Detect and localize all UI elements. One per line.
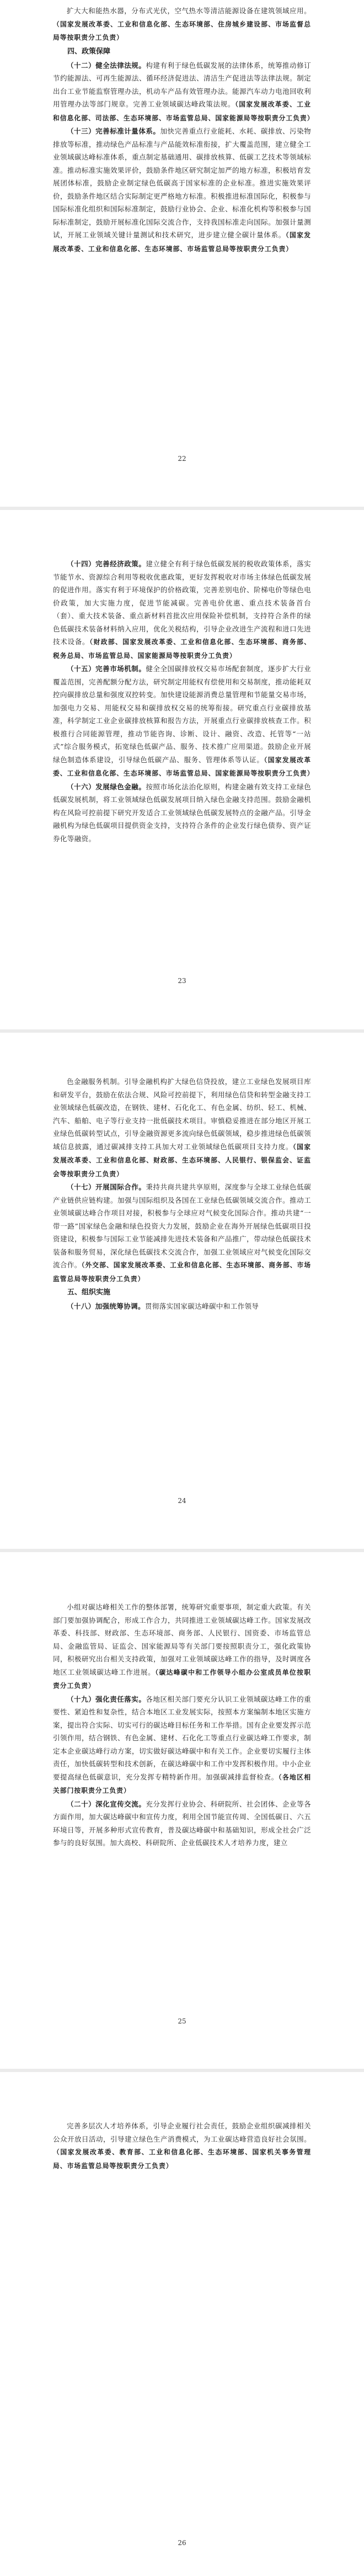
page-separator <box>0 507 364 510</box>
paragraph: （十五）完善市场机制。健全全国碳排放权交易市场配套制度，逐步扩大行业覆盖范围，完善配额分配方法，研究制定用能权有偿使用和交易制度，推动能耗双控向碳排放总量和强度双控转变。加快建设能源消费总量管理和节能量交易市场，加强电力交易、用能权交易和碳排放权交易的统筹衔接。研究重点行业碳排放基准，科学制定工业企业碳排放核算和报告方法，开展重点行业碳排放核查工作。积极推行合同能源管理，推动节能咨询、诊断、设计、融资、改造、托管等“一站式”综合服务模式，拓宽绿色低碳产品、服务、技术推广应用渠道。鼓励企业开展绿色制造体系建设，引导绿色低碳产品、服务、管理体系等认证。（国家发展改革委、工业和信息化部、生态环境部、市场监管总局、国家能源局等按职责分工负责） <box>53 665 314 777</box>
responsibility-note: （国家发展改革委、工业和信息化部、生态环境部、市场监管总局等按职责分工负责） <box>53 231 311 253</box>
responsibility-note: （国家发展改革委、教育部、工业和信息化部、生态环境部、国家机关事务管理局、市场监管总局等按职责分工负责） <box>53 2148 311 2170</box>
item-lead: （二十）深化宣传交流。 <box>67 1799 146 1808</box>
page-number: 25 <box>178 2017 186 2025</box>
item-lead: （十五）完善市场机制。 <box>67 665 146 673</box>
responsibility-note: （国家发展改革委、工业和信息化部、司法部、生态环境部、市场监管总局、国家能源局等按职责分工负责） <box>53 100 314 122</box>
responsibility-note: （财政部、国家发展改革委、工业和信息化部、生态环境部、商务部、税务总局、市场监管总局、国家能源局等按职责分工负责） <box>53 638 311 660</box>
page-number: 22 <box>178 455 186 463</box>
paragraph: 完善多层次人才培养体系，引导企业履行社会责任，鼓励企业组织碳减排相关公众开放日活动，引导建立绿色生产消费模式，为工业碳达峰营造良好社会氛围。（国家发展改革委、教育部、工业和信息化部、生态环境部、国家机关事务管理局、市场监管总局等按职责分工负责） <box>53 2122 311 2170</box>
page-25-content <box>53 1601 311 1850</box>
page-number: 26 <box>178 2539 186 2547</box>
item-lead: （十八）加强统筹协调。 <box>67 1302 145 1310</box>
paragraph: （十六）发展绿色金融。按照市场化法治化原则，构建金融有效支持工业绿色低碳发展机制，将工业领域绿色低碳发展项目纳入绿色金融支持范围。鼓励金融机构在风险可控前提下研究开发适合工业领域绿色低碳发展特点的金融产品。引导金融机构为绿色低碳项目提供资金支持，支持符合条件的企业发行绿色债券、资产证券化等融资。 <box>53 782 312 843</box>
item-lead: （十七）开展国际合作。 <box>67 1183 146 1191</box>
responsibility-note: （国家发展改革委、工业和信息化部、财政部、生态环境部、人民银行、银保监会、证监会等按职责分工负责） <box>53 1143 312 1178</box>
item-lead: （十四）完善经济政策。 <box>67 560 146 568</box>
item-lead: （十三）完善标准计量体系。 <box>67 127 160 135</box>
page-22-content <box>53 4 314 256</box>
paragraph: （二十）深化宣传交流。充分发挥行业协会、科研院所、社会团体、企业等各方面作用，加大碳达峰碳中和宣传力度，利用全国节能宣传周、全国低碳日、六五环境日等，开展多种形式宣传教育，普及碳达峰碳中和基础知识，形成全社会广泛参与的良好氛围。加大高校、科研院所、企业低碳技术人才培养力度，建立 <box>53 1799 312 1847</box>
page-24-content <box>53 1075 311 1313</box>
responsibility-note: （国家发展改革委、工业和信息化部、生态环境部、住房城乡建设部、市场监督总局等按职责分工负责） <box>53 20 311 41</box>
responsibility-note: （外交部、国家发展改革委、工业和信息化部、生态环境部、商务部、市场监管总局等按职责分工负责） <box>53 1261 312 1283</box>
item-lead: （十六）发展绿色金融。 <box>67 782 146 791</box>
paragraph: 小组对碳达峰相关工作的整体部署，统筹研究重要事项，制定重大政策。有关部门要加强协调配合，形成工作合力，共同推进工业领域碳达峰工作。国家发展改革委、科技部、财政部、生态环境部、商务部、人民银行、国资委、市场监管总局、金融监管局、证监会、国家能源局等有关部门要按照职责分工，强化政策协同，积极研究出台相关支持政策，加强对工业领域碳达峰工作的指导，及时调度各地区工业领域碳达峰工作进展。（碳达峰碳中和工作领导小组办公室成员单位按职责分工负责） <box>53 1603 311 1690</box>
page-number: 23 <box>178 977 186 985</box>
section-heading: 五、组织实施 <box>67 1288 111 1297</box>
page-separator <box>0 1029 364 1033</box>
section-heading: 四、政策保障 <box>67 47 111 56</box>
paragraph: （十二）健全法律法规。构建有利于绿色低碳发展的法律体系，统筹推动修订节约能源法、可再生能源法、循环经济促进法、清洁生产促进法等法律法规。制定出台工业节能监察管理办法，机动车产品有效管理办法。能源汽车动力电池回收利用管理办法等部门规章。完善工业领域碳达峰政策法规。（国家发展改革委、工业和信息化部、司法部、生态环境部、市场监管总局、国家能源局等按职责分工负责） <box>53 61 314 122</box>
responsibility-note: （各地区相关部门按职责分工负责） <box>53 1773 311 1794</box>
item-lead: （十二）健全法律法规。 <box>67 61 146 70</box>
paragraph: （十三）完善标准计量体系。加快完善重点行业能耗、水耗、碳排放、污染物排放等标准，推动绿色产品标准与产品能效标准衔接，扩大覆盖范围，建立健全工业领域碳达峰标准体系，重点制定基础通用、碳排放核算、低碳工艺技术等领域标准。推动标准实施效果评价，鼓励条件地区研究制定加严的地方标准，积极培育发展团体标准，鼓励企业制定绿色低碳高于国家标准的企业标准。推进实施效果评价，鼓励条件地区结合实际制定更严格地方标准。积极推进标准国际化，积极参与国际标准化组织和国际标准制定，鼓励行业协会、企业、标准化机构等积极参与国际标准制定，鼓励开展标准化国际交流合作，支持我国标准走向国际。加强计量测试，开展工业领域关键计量测试和技术研究，进步建立健全碳计量体系。（国家发展改革委、工业和信息化部、生态环境部、市场监管总局等按职责分工负责） <box>53 127 311 253</box>
page-23-content <box>53 557 314 845</box>
paragraph: （十四）完善经济政策。建立健全有利于绿色低碳发展的税收政策体系，落实节能节水、资源综合利用等税收优惠政策，更好发挥税收对市场主体绿色低碳发展的促进作用。落实有利于环境保护的价格政策，完善差别电价、阶梯电价等绿色电价政策，加大实施力度，促进节能减碳。完善电价优惠、重点技术装备首台（套）、重大技术装备、重点新材料首批次应用保险补偿机制，支持符合条件的绿色低碳技术装备材料纳入应用，优化关税结构，引导企业改进生产流程和进口先进技术设备。（财政部、国家发展改革委、工业和信息化部、生态环境部、商务部、税务总局、市场监管总局、国家能源局等按职责分工负责） <box>53 560 312 660</box>
paragraph: （十八）加强统筹协调。贯彻落实国家碳达峰碳中和工作领导 <box>67 1302 259 1310</box>
page-26-content <box>53 2120 311 2173</box>
item-lead: （十九）强化责任落实。 <box>67 1695 146 1703</box>
paragraph: （十九）强化责任落实。各地区相关部门要充分认识工业领域碳达峰工作的重要性、紧迫性和复杂性，结合本地区工业发展实际，按照本方案编制本地区实施方案，提出符合实际、切实可行的碳达峰目标任务和工作举措。国有企业要发挥示范引领作用，结合钢铁、有色金属、建材、石化化工等重点行业碳达峰工作要求，制定本企业碳达峰行动方案，切实做好碳达峰碳中和有关工作。企业要切实履行主体责任，加快低碳转型和技术创新，在碳达峰碳中和工作中发挥积极作用。中小企业要提高绿色低碳意识，充分发挥专精特新作用。加强碳减排监督检查。（各地区相关部门按职责分工负责） <box>53 1695 312 1794</box>
responsibility-note: （国家发展改革委、工业和信息化部、生态环境部、市场监管总局、国家能源局等按职责分工负责） <box>53 756 314 777</box>
paragraph: 色金融服务机制。引导金融机构扩大绿色信贷投放，建立工业绿色发展项目库和研发平台，鼓励在依法合规、风险可控前提下，利用绿色信贷和转型金融支持工业领域绿色低碳改造，在钢铁、建材、石化化工、有色金属、纺织、轻工、机械、汽车、船舶、电子等行业支持一批低碳技术项目。审慎稳妥推进在部分地区开展工业绿色低碳转型试点，引导金融资源更多流向绿色低碳领域，稳步推进绿色低碳领域信息披露，通过碳减排支持工具加大对工业领域绿色低碳项目支持力度。（国家发展改革委、工业和信息化部、财政部、生态环境部、人民银行、银保监会、证监会等按职责分工负责） <box>53 1077 312 1178</box>
responsibility-note: （碳达峰碳中和工作领导小组办公室成员单位按职责分工负责） <box>53 1668 311 1690</box>
paragraph: 扩大大和能热水器，分布式光伏，空气热水等清洁能源设备在建筑领域应用。（国家发展改革委、工业和信息化部、生态环境部、住房城乡建设部、市场监督总局等按职责分工负责） <box>53 7 311 41</box>
page-number: 24 <box>178 1497 186 1505</box>
paragraph: （十七）开展国际合作。秉持共商共建共享原则，深度参与全球工业绿色低碳产业链供应链构建。加强与国际组织及各国在工业绿色低碳领域交流合作。推动工业领域碳达峰合作项目对接，积极参与全球应对气候变化国际合作。推动共建“一带一路”国家绿色金融和绿色投资大力发展，鼓励企业在海外开展绿色低碳项目投资建设，积极参与国际工业节能减排先进技术装备和产品推广，带动绿色低碳技术装备和服务贸易，深化绿色低碳技术交流合作，加强工业领域应对气候变化国际交流合作。（外交部、国家发展改革委、工业和信息化部、生态环境部、商务部、市场监管总局等按职责分工负责） <box>53 1183 312 1283</box>
page-separator <box>0 2069 364 2072</box>
page-separator <box>0 1549 364 1552</box>
